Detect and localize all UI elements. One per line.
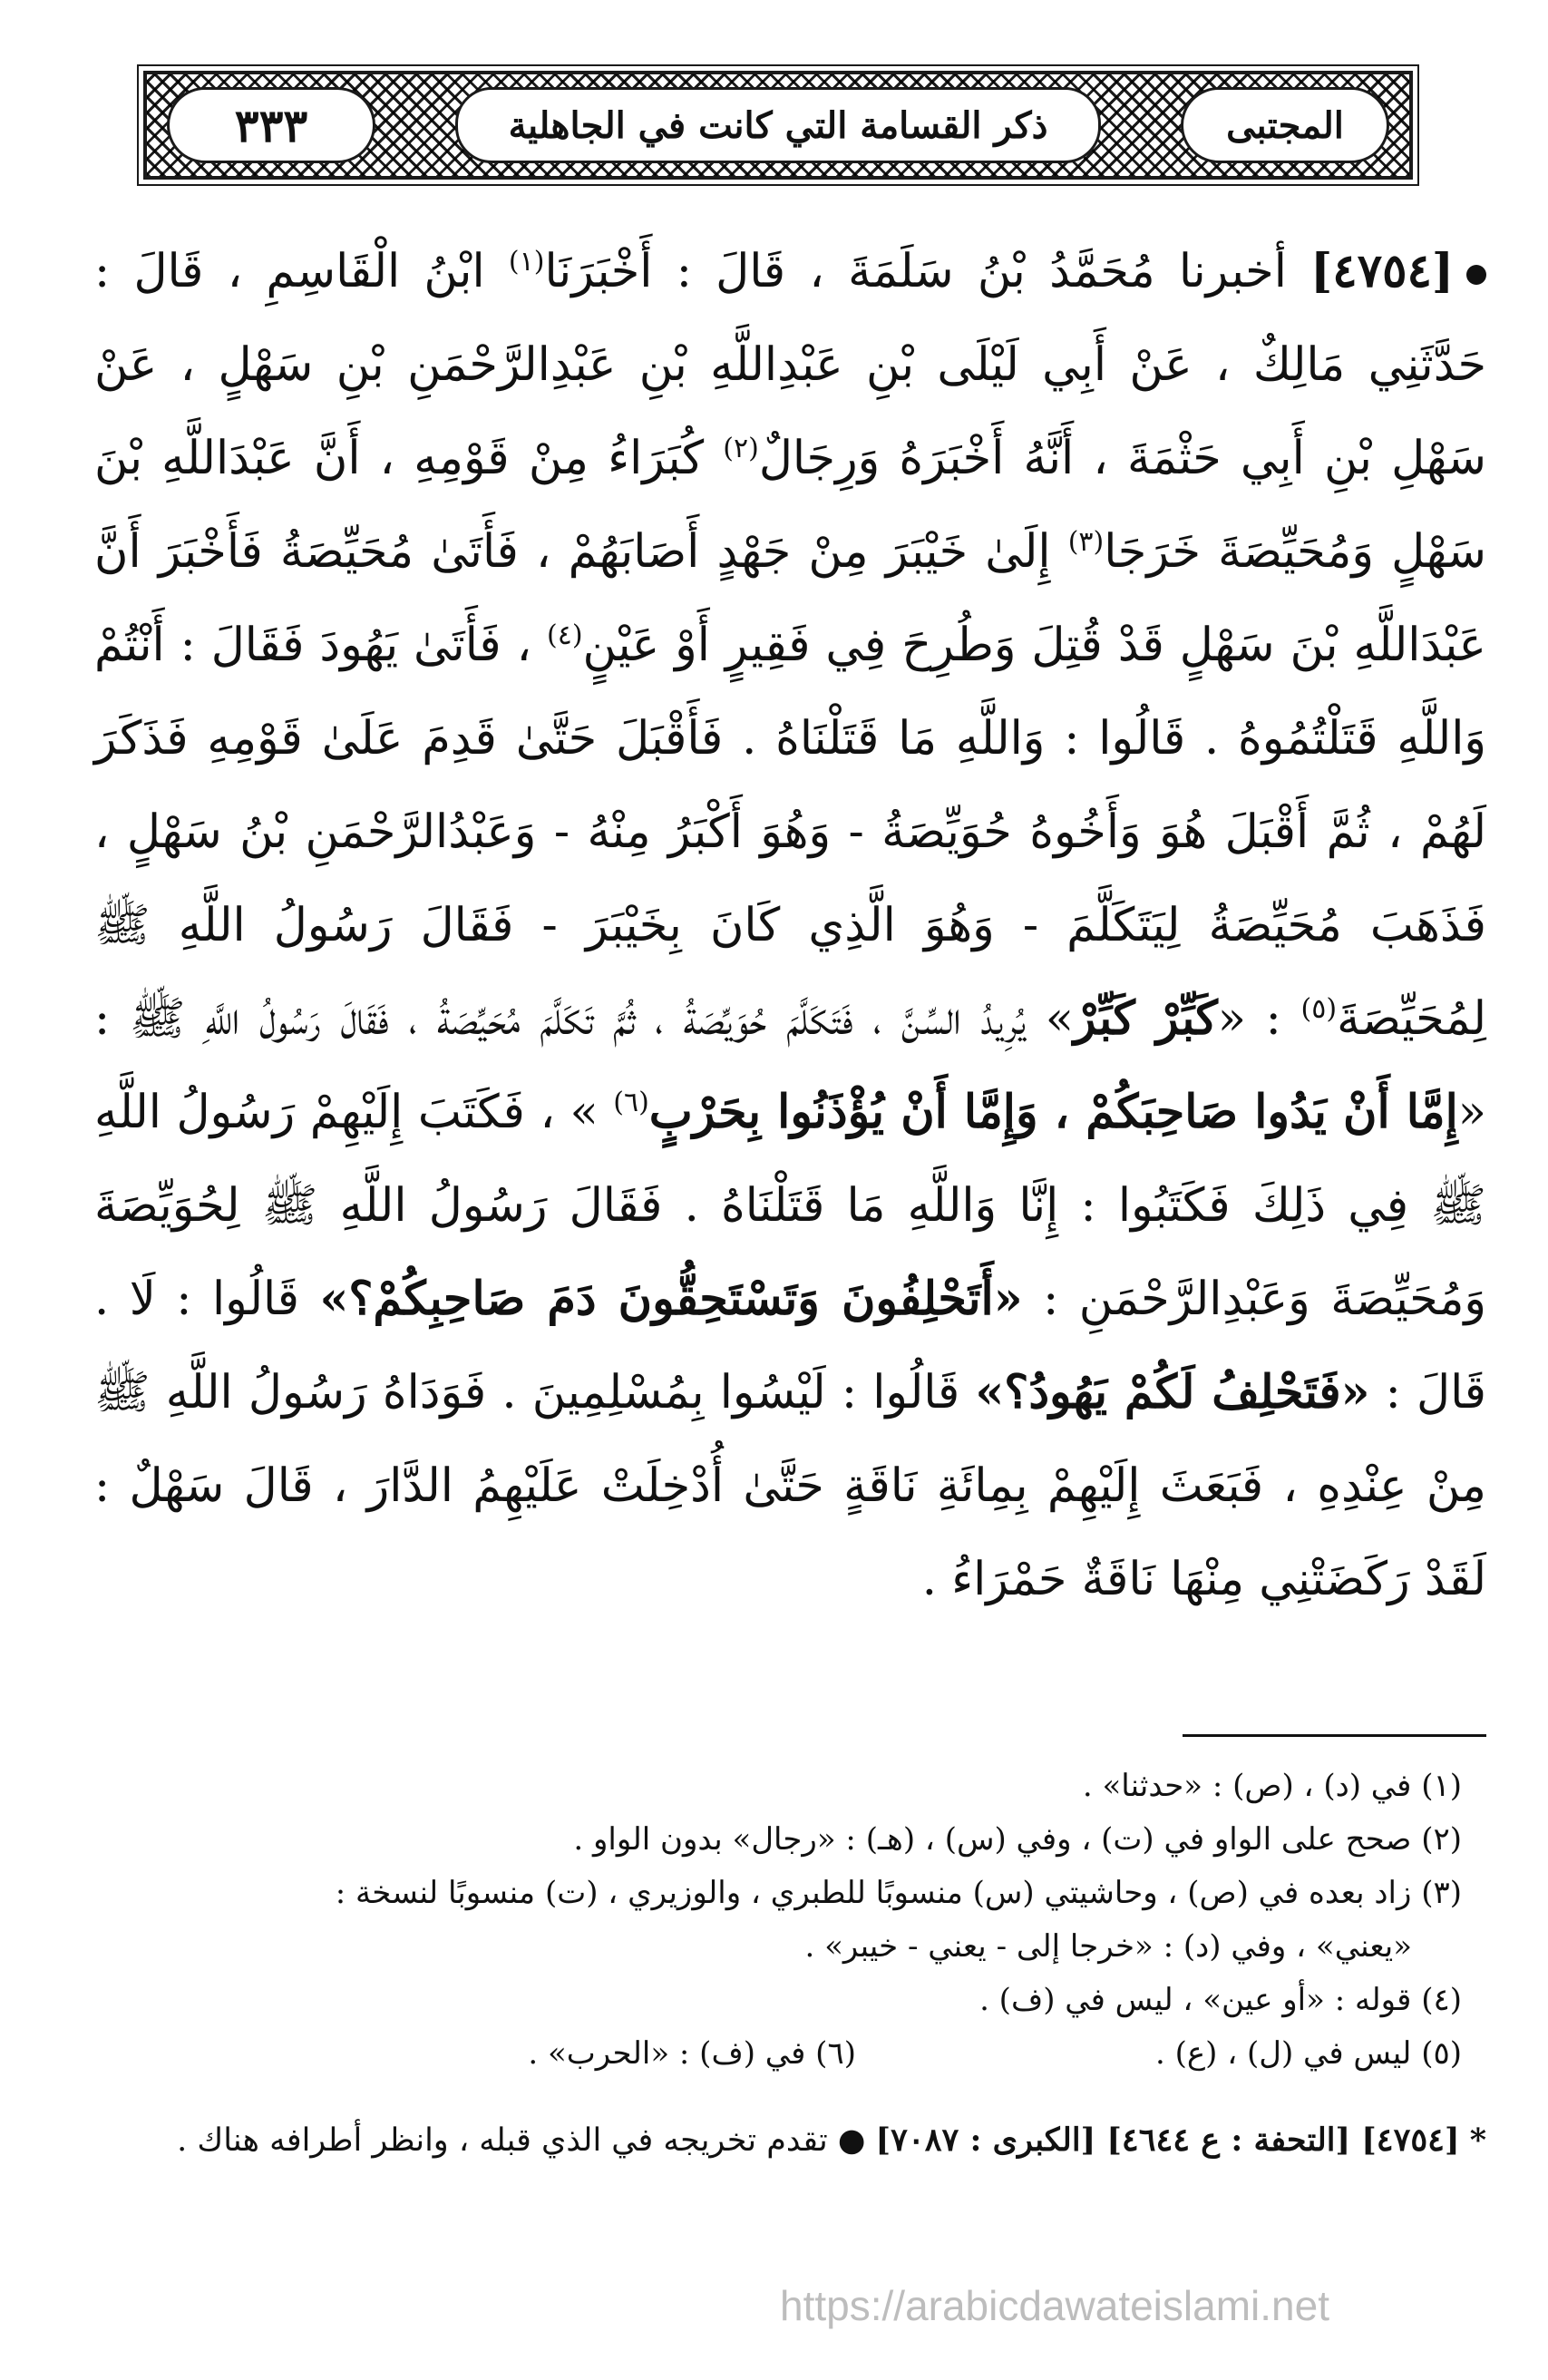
hadith-segment: ابْنُ الْقَاسِمِ ، قَالَ : حَدَّثَنِي مَالِكٌ ، عَنْ أَبِي لَيْلَى بْنِ عَبْدِاللَّهِ بْنِ عَبْدِالرَّحْمَنِ بْنِ سَهْلٍ ، عَنْ سَهْلِ بْنِ أَبِي حَثْمَةَ ، أَنَّهُ أَخْبَرَهُ وَرِجَالٌ [94,245,1486,485]
page-number-cartouche [167,87,375,163]
bullet-icon [1466,265,1486,285]
page-number: ٣٣٣ [234,98,308,152]
hadith-segment: أخبرنا مُحَمَّدُ بْنُ سَلَمَةَ ، قَالَ : أَخْبَرَنَا [544,245,1287,298]
hadith-segment: قَالُوا : لَيْسُوا بِمُسْلِمِينَ . فَوَدَاهُ رَسُولُ اللَّهِ ﷺ مِنْ عِنْدِهِ ، فَبَعَثَ إِلَيْهِمْ بِمِائَةِ نَاقَةٍ حَتَّىٰ أُدْخِلَتْ عَلَيْهِمُ الدَّارَ ، قَالَ سَهْلٌ : لَقَدْ رَكَضَتْنِي مِنْهَا نَاقَةٌ حَمْرَاءُ . [94,1366,1486,1606]
takhrij-note: تقدم تخريجه في الذي قبله ، وانظر أطرافه هناك . [177,2122,828,2159]
watermark-url: https://arabicdawateislami.net [780,2282,1329,2329]
hadith-number: [٤٧٥٤] [1310,244,1455,298]
chapter-title: ذكر القسامة التي كانت في الجاهلية [508,103,1048,147]
book-name: المجتبى [1226,103,1344,147]
bullet-icon: ● [837,2122,866,2159]
footnote-divider [1183,1734,1486,1737]
hadith-segment: : « [1217,992,1281,1046]
page-header [143,71,1413,180]
hadith-segment: » ، فَكَتَبَ إِلَيْهِمْ رَسُولُ اللَّهِ ﷺ فِي ذَلِكَ فَكَتَبُوا : إِنَّا وَاللَّهِ مَا قَتَلْنَاهُ . فَقَالَ رَسُولُ اللَّهِ ﷺ لِحُوَيِّصَةَ وَمُحَيِّصَةَ وَعَبْدِالرَّحْمَنِ : [94,1086,1487,1326]
takhrij-references: [٤٧٥٤] [التحفة : ع ٤٦٤٤] [الكبرى : ٧٠٨٧] [875,2122,1460,2159]
footnote-4: (٤) قوله : «أو عين» ، ليس في (ف) . [979,1982,1462,2018]
hadith-paragraph [94,225,1486,1626]
footnote-marker: (٥) [1300,993,1338,1025]
footnote-3-continued: «يعني» ، وفي (د) : «خرجا إلى - يعني - خيبر» . [804,1928,1412,1965]
book-name-cartouche [1181,87,1389,163]
prophetic-speech: «فَتَحْلِفُ لَكُمْ يَهُودُ؟» [975,1365,1370,1419]
chapter-title-cartouche [455,87,1101,163]
footnote-marker: (٦) [613,1087,649,1118]
footnote-1: (١) في (د) ، (ص) : «حدثنا» . [1082,1768,1462,1804]
hadith-segment: قَالُوا : لَا . قَالَ : [94,1273,1486,1419]
hadith-segment: ، فَأَتَىٰ يَهُودَ فَقَالَ : أَنْتُمْ وَاللَّهِ قَتَلْتُمُوهُ . قَالُوا : وَاللَّهِ مَا قَتَلْنَاهُ . فَأَقْبَلَ حَتَّىٰ قَدِمَ عَلَىٰ قَوْمِهِ فَذَكَرَ لَهُمْ ، ثُمَّ أَقْبَلَ هُوَ وَأَخُوهُ حُوَيِّصَةُ - وَهُوَ أَكْبَرُ مِنْهُ - وَعَبْدُالرَّحْمَنِ بْنُ سَهْلٍ ، فَذَهَبَ مُحَيِّصَةُ لِيَتَكَلَّمَ - وَهُوَ الَّذِي كَانَ بِخَيْبَرَ - فَقَالَ رَسُولُ اللَّهِ ﷺ لِمُحَيِّصَةَ [94,619,1487,1046]
footnote-6: (٦) في (ف) : «الحرب» . [528,2035,856,2072]
prophetic-speech: «أَتَحْلِفُونَ وَتَسْتَحِقُّونَ دَمَ صَاحِبِكُمْ؟» [319,1272,1023,1326]
prophetic-speech: إِمَّا أَنْ يَدُوا صَاحِبَكُمْ ، وَإِمَّا أَنْ يُؤْذَنُوا بِحَرْبٍ [648,1085,1458,1139]
footnote-marker: (٣) [1067,526,1105,558]
hadith-text [94,225,1486,1626]
footnote-3: (٣) زاد بعده في (ص) ، وحاشيتي (س) منسوبًا للطبري ، والوزيري ، (ت) منسوبًا لنسخة : [335,1875,1462,1911]
star-icon: * [1469,2122,1486,2159]
footnote-marker: (١) [508,246,545,278]
footnote-5: (٥) ليس في (ل) ، (ع) . [1154,2035,1462,2072]
hadith-segment: كُبَرَاءُ مِنْ قَوْمِهِ ، أَنَّ عَبْدَاللَّهِ بْنَ سَهْلٍ وَمُحَيِّصَةَ خَرَجَا [94,432,1486,579]
hadith-segment: إِلَىٰ خَيْبَرَ مِنْ جَهْدٍ أَصَابَهُمْ ، فَأَتَىٰ مُحَيِّصَةُ فَأَخْبَرَ أَنَّ عَبْدَاللَّهِ بْنَ سَهْلٍ قَدْ قُتِلَ وَطُرِحَ فِي فَقِيرٍ أَوْ عَيْنٍ [94,525,1486,672]
footnote-marker: (٤) [546,619,583,651]
hadith-segment: » يُرِيدُ السِّنَّ ، فَتَكَلَّمَ حُوَيِّصَةُ ، ثُمَّ تَكَلَّمَ مُحَيِّصَةُ ، فَقَالَ رَسُولُ اللَّهِ ﷺ : « [94,992,1486,1139]
footnote-row-5-6 [102,2027,1462,2081]
footnotes [102,1760,1462,2081]
prophetic-speech: كَبِّرْ كَبِّرْ [1073,991,1218,1046]
takhrij-line [90,2113,1486,2168]
footnote-marker: (٢) [723,433,759,464]
footnote-2: (٢) صحح على الواو في (ت) ، وفي (س) ، (هـ) : «رجال» بدون الواو . [573,1821,1462,1858]
